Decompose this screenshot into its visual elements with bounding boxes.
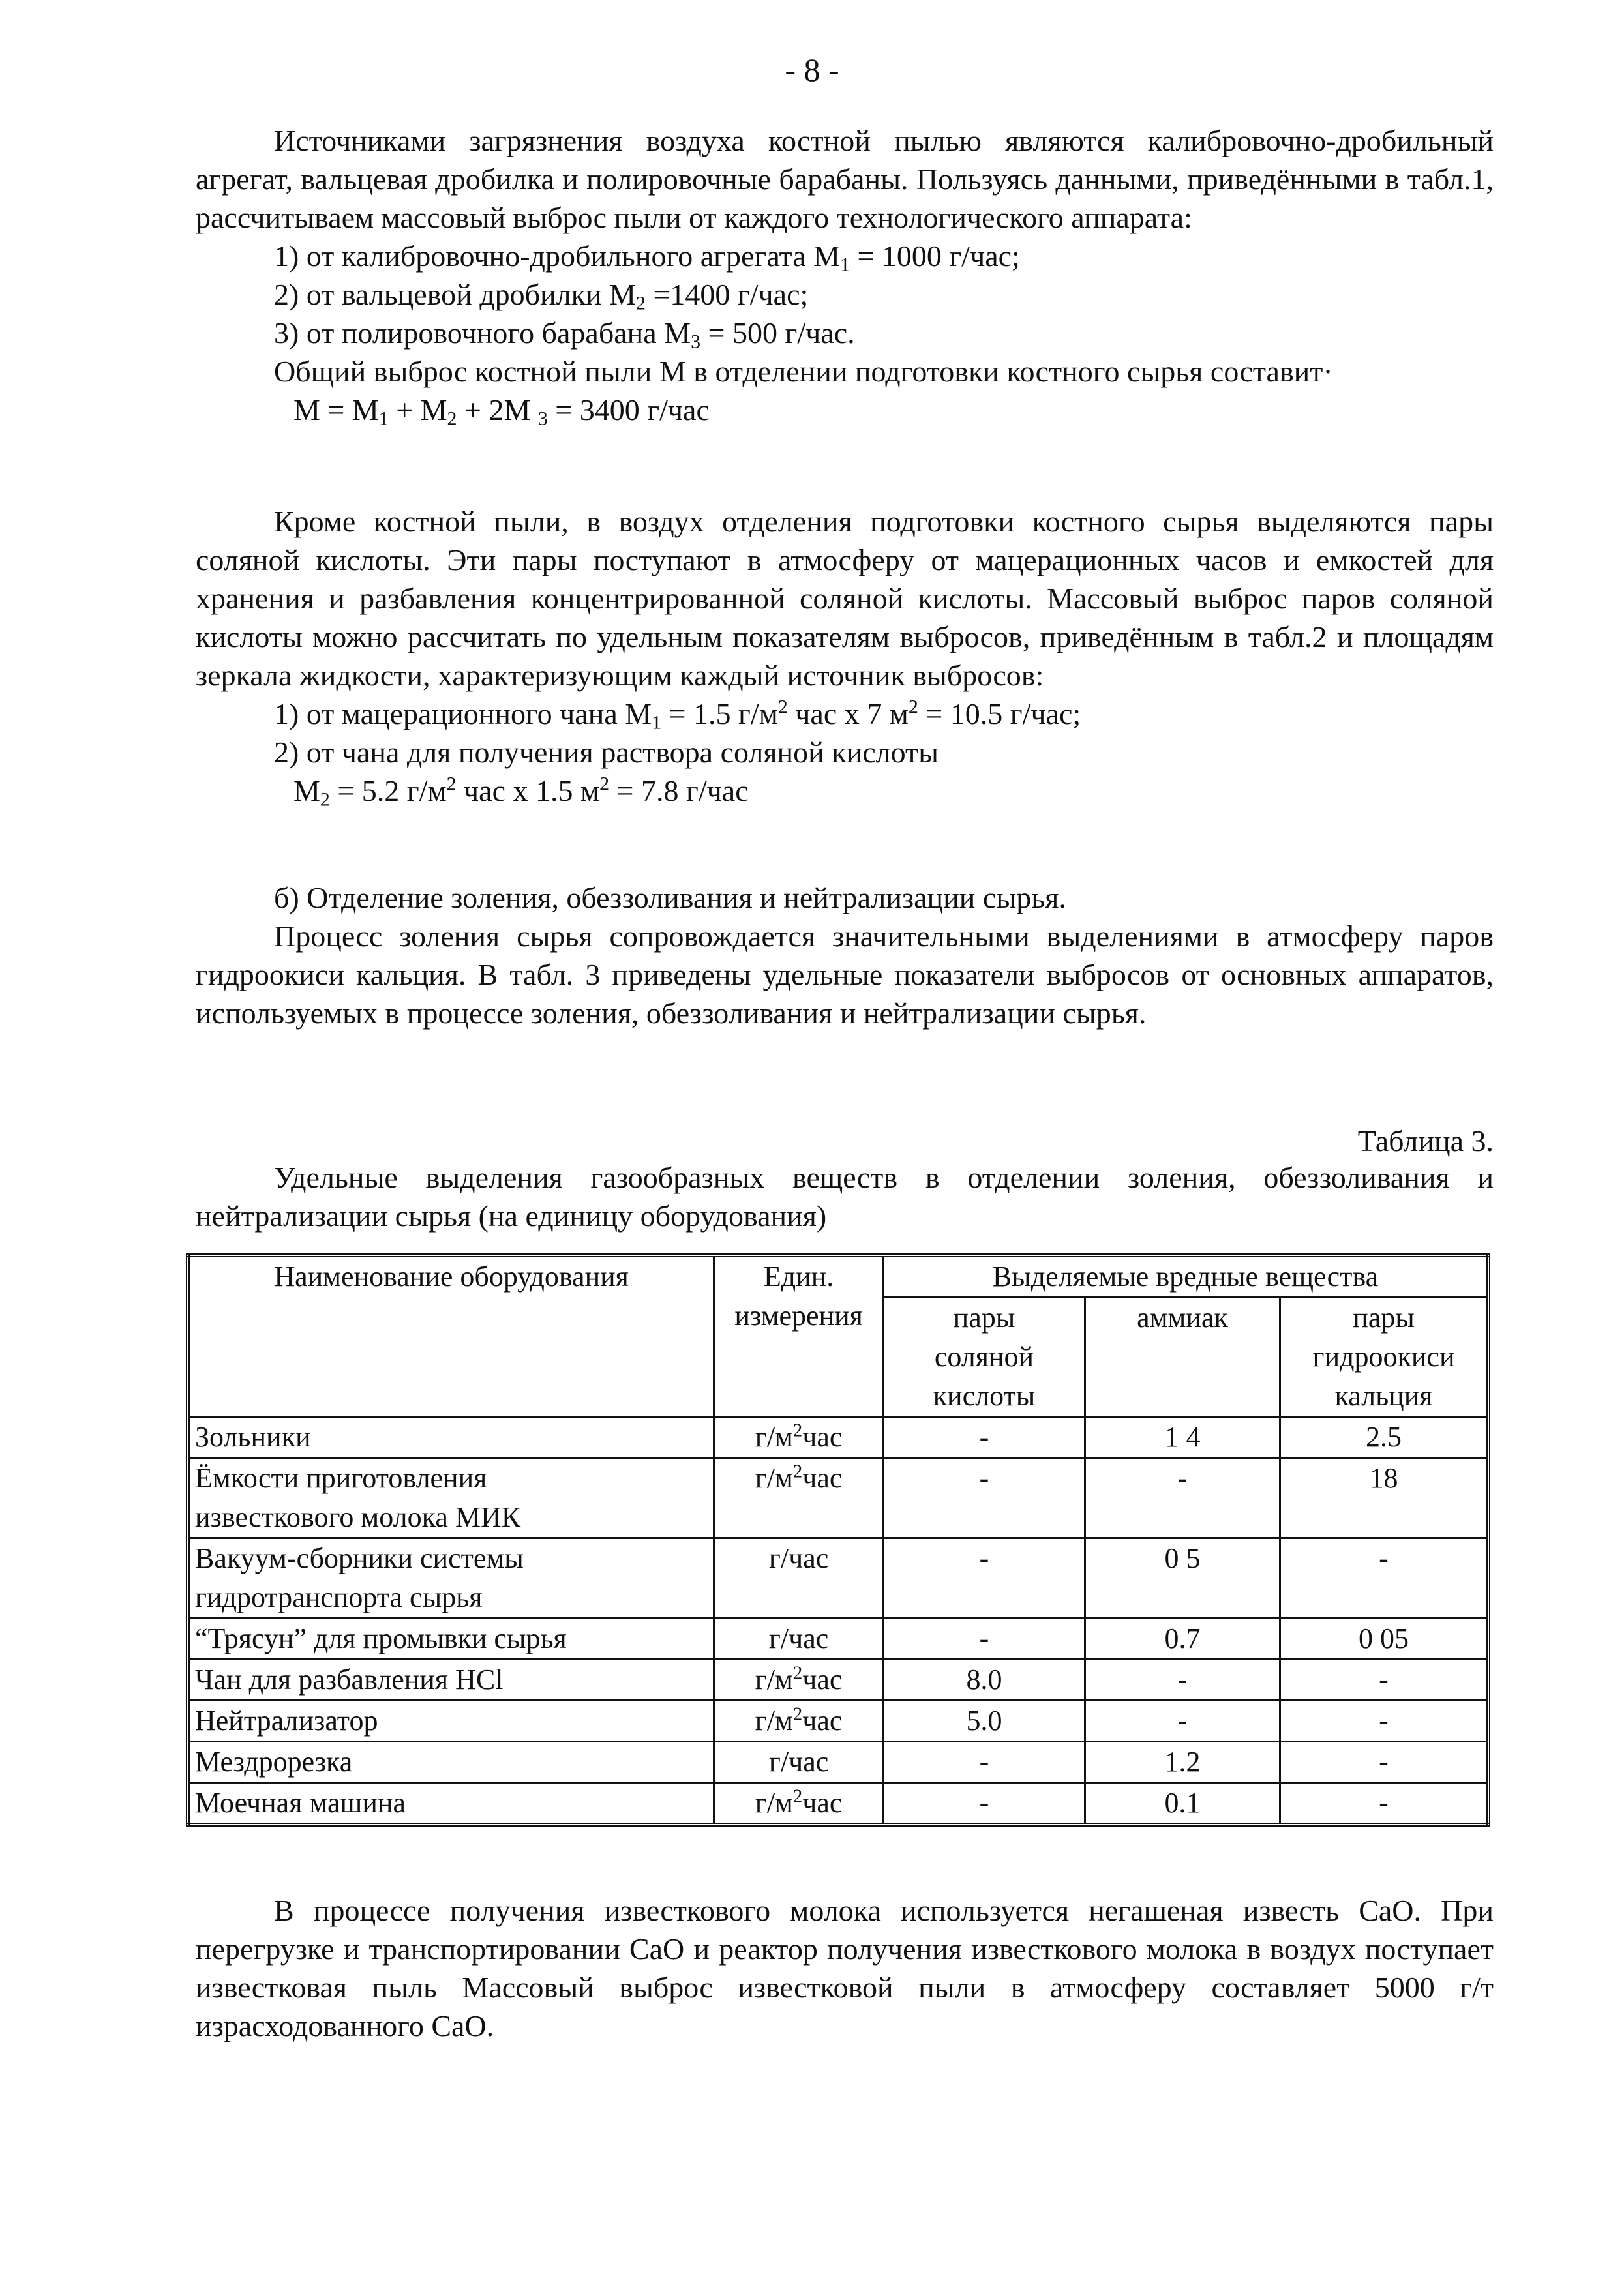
cell-ammonia-value: - [1085, 1458, 1280, 1538]
table-row [188, 1701, 1488, 1742]
section-bone-dust [196, 121, 1494, 429]
cell-hcl-value: - [883, 1783, 1085, 1825]
paragraph-lime-dust: В процессе получения известкового молока используется негашеная известь CaO. При перегрузке и транспортировании CaO и реактор получения известкового молока в воздух поступает известковая пыль Массовый выброс известковой пыли в атмосферу составляет 5000 г/т израсходованного CaO. [196, 1894, 1494, 2042]
paragraph-liming: Процесс золения сырья сопровождается значительными выделениями в атмосферу паров гидроокиси кальция. В табл. 3 приведены удельные показатели выбросов от основных аппаратов, используемых в процессе золения, обеззоливания и нейтрализации сырья. [196, 919, 1494, 1030]
header-equipment-name: Наименование оборудования [188, 1255, 714, 1417]
cell-hcl-value: 8.0 [883, 1660, 1085, 1701]
table-row [188, 1458, 1488, 1538]
emissions-table [186, 1253, 1490, 1827]
cell-hcl-value: - [883, 1417, 1085, 1458]
section-heading-liming: б) Отделение золения, обеззоливания и нейтрализации сырья. [274, 881, 1066, 914]
cell-equipment-name: Зольники [188, 1417, 714, 1458]
table-row [188, 1783, 1488, 1825]
list-item-crusher: 1) от калибровочно-дробильного агрегата $M_1 = 1000$ г/час; [274, 239, 1020, 276]
formula-hcl-tank: $M_2 = 5.2$ $г/м^2$ час x 1.5 $м^2 = 7.8$ г/час [293, 773, 749, 811]
cell-unit: $г/м^2час$ [714, 1701, 884, 1742]
cell-ammonia-value: 1.2 [1085, 1742, 1280, 1783]
cell-hcl-value: - [883, 1619, 1085, 1660]
paragraph-total-emission: Общий выброс костной пыли M в отделении подготовки костного сырья составит· [274, 355, 1333, 388]
header-hcl-vapors: пары соляной кислоты [883, 1298, 1085, 1417]
cell-equipment-name: Нейтрализатор [188, 1701, 714, 1742]
cell-calcium-hydroxide-value: - [1280, 1742, 1488, 1783]
cell-calcium-hydroxide-value: 2.5 [1280, 1417, 1488, 1458]
cell-hcl-value: - [883, 1458, 1085, 1538]
cell-equipment-name: Моечная машина [188, 1783, 714, 1825]
cell-equipment-name: Вакуум-сборники системы гидротранспорта сырья [188, 1538, 714, 1619]
table-caption-wrap [196, 1158, 1494, 1235]
header-substances-group: Выделяемые вредные вещества [883, 1255, 1488, 1298]
cell-ammonia-value: 0.7 [1085, 1619, 1280, 1660]
cell-calcium-hydroxide-value: - [1280, 1783, 1488, 1825]
cell-ammonia-value: - [1085, 1660, 1280, 1701]
formula-total-emission: $M = M_1 + M_2 + 2M$ $_3$ = 3400 г/час [293, 393, 710, 430]
header-ammonia: аммиак [1085, 1298, 1280, 1417]
table-row [188, 1619, 1488, 1660]
list-item-roller-crusher: 2) от вальцевой дробилки $M_2 =1400$ г/час; [274, 278, 809, 314]
table-row [188, 1417, 1488, 1458]
section-hcl-vapors [196, 502, 1494, 810]
cell-unit: $г/м^2час$ [714, 1417, 884, 1458]
cell-calcium-hydroxide-value: - [1280, 1701, 1488, 1742]
cell-calcium-hydroxide-value: 0 05 [1280, 1619, 1488, 1660]
cell-equipment-name: Ёмкости приготовления известкового молока МИК [188, 1458, 714, 1538]
list-item-hcl-tank: 2) от чана для получения раствора соляной кислоты [274, 736, 939, 769]
list-item-maceration-tank: 1) от мацерационного чана $M_1 = 1.5$ $г/м^2$ час x 7 $м^2 = 10.5$ г/час; [274, 696, 1081, 734]
cell-hcl-value: - [883, 1538, 1085, 1619]
cell-unit: $г/м^2час$ [714, 1458, 884, 1538]
cell-calcium-hydroxide-value: - [1280, 1538, 1488, 1619]
cell-ammonia-value: 0 5 [1085, 1538, 1280, 1619]
header-calcium-hydroxide: пары гидроокиси кальция [1280, 1298, 1488, 1417]
cell-unit: г/час [714, 1742, 884, 1783]
cell-unit: г/час [714, 1538, 884, 1619]
section-liming [196, 878, 1494, 1032]
paragraph-bone-dust-intro: Источниками загрязнения воздуха костной пылью являются калибровочно-дробильный агрегат, вальцевая дробилка и полировочные барабаны. Пользуясь данными, приведёнными в табл.1, рассчитываем массовый выброс пыли от каждого технологического аппарата: [196, 124, 1494, 234]
paragraph-hcl-intro: Кроме костной пыли, в воздух отделения подготовки костного сырья выделяются пары соляной кислоты. Эти пары поступают в атмосферу от мацерационных часов и емкостей для хранения и разбавления концентрированной соляной кислоты. Массовый выброс паров соляной кислоты можно рассчитать по удельным показателям выбросов, приведённым в табл.2 и площадям зеркала жидкости, характеризующим каждый источник выбросов: [196, 505, 1494, 692]
cell-calcium-hydroxide-value: - [1280, 1660, 1488, 1701]
cell-unit: $г/м^2час$ [714, 1783, 884, 1825]
cell-equipment-name: Мездрорезка [188, 1742, 714, 1783]
table-row [188, 1538, 1488, 1619]
cell-equipment-name: “Трясун” для промывки сырья [188, 1619, 714, 1660]
cell-hcl-value: 5.0 [883, 1701, 1085, 1742]
table-header-row-1 [188, 1255, 1488, 1298]
cell-unit: $г/м^2час$ [714, 1660, 884, 1701]
table-row [188, 1660, 1488, 1701]
cell-hcl-value: - [883, 1742, 1085, 1783]
table-caption: Удельные выделения газообразных веществ в отделении золения, обеззоливания и нейтрализации сырья (на единицу оборудования) [196, 1161, 1494, 1233]
cell-equipment-name: Чан для разбавления HCl [188, 1660, 714, 1701]
table-row [188, 1742, 1488, 1783]
page-number: - 8 - [785, 52, 839, 88]
table-label: Таблица 3. [1357, 1124, 1494, 1158]
cell-ammonia-value: - [1085, 1701, 1280, 1742]
cell-unit: г/час [714, 1619, 884, 1660]
cell-ammonia-value: 1 4 [1085, 1417, 1280, 1458]
cell-ammonia-value: 0.1 [1085, 1783, 1280, 1825]
section-lime-dust [196, 1891, 1494, 2045]
header-unit: Един. измерения [714, 1255, 884, 1417]
cell-calcium-hydroxide-value: 18 [1280, 1458, 1488, 1538]
list-item-polishing-drum: 3) от полировочного барабана $M_3 = 500$ г/час. [274, 316, 855, 353]
